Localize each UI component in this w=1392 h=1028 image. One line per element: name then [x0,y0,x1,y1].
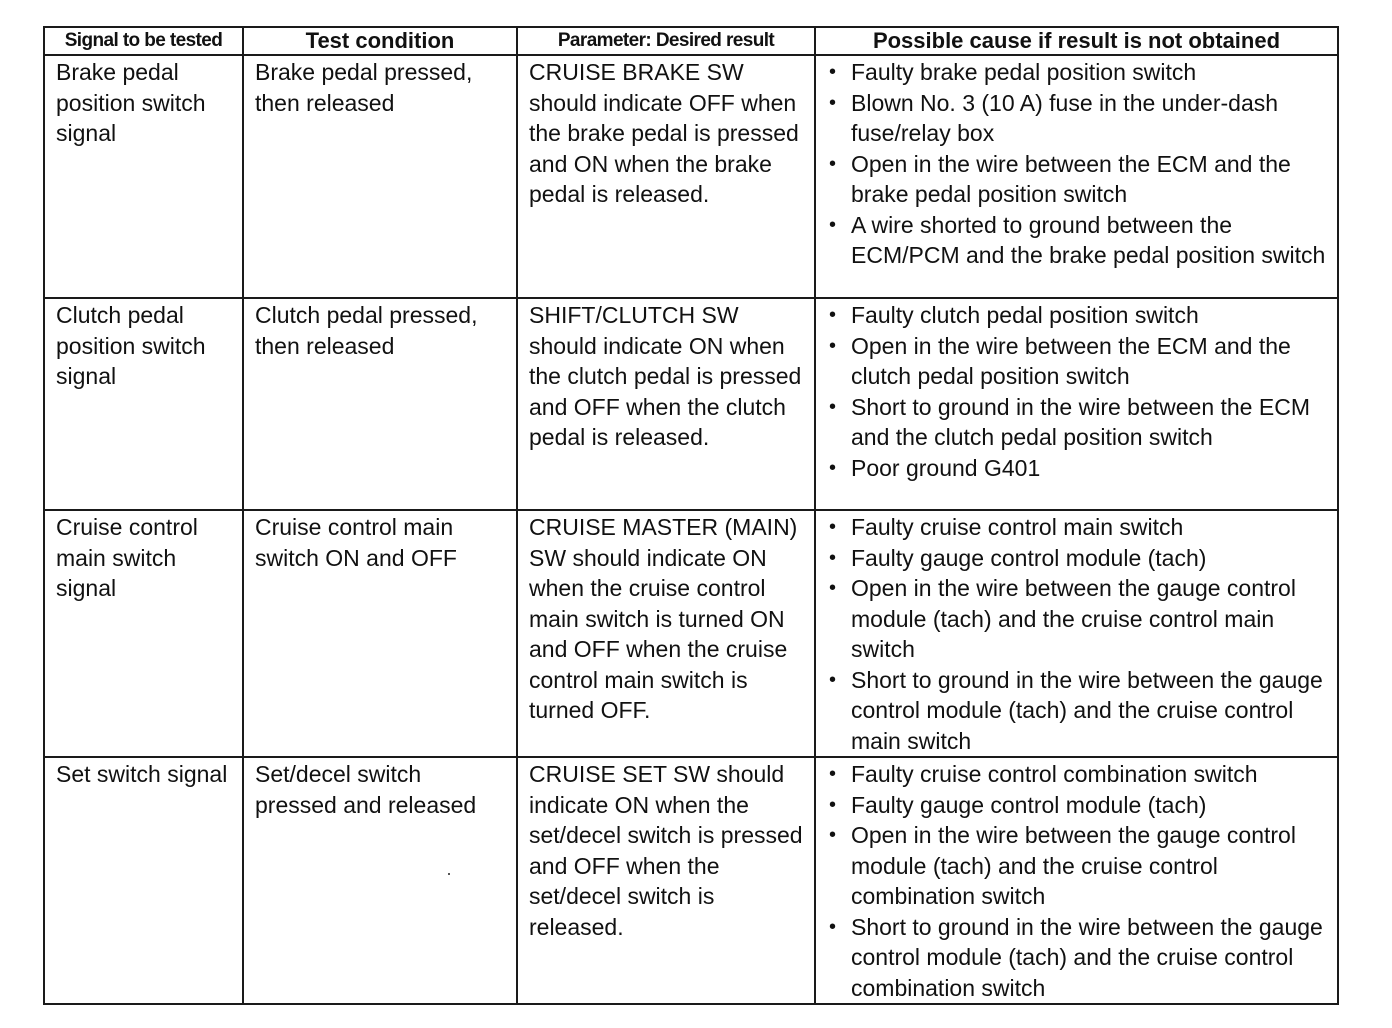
result-cell: CRUISE MASTER (MAIN) SW should indicate ON when the cruise control main switch is turned ON and OFF when the cruise control main switch is turned OFF. [517,510,815,757]
cause-list [827,759,1329,1003]
cause-item: • Open in the wire between the ECM and the clutch pedal position switch [851,331,1329,392]
cause-item: • Faulty gauge control module (tach) [851,790,1329,821]
condition-cell: Brake pedal pressed, then released [243,55,517,298]
causes-cell [815,298,1338,510]
signal-cell: Brake pedal position switch signal [44,55,243,298]
table-row [44,510,1338,757]
condition-cell: Cruise control main switch ON and OFF [243,510,517,757]
cause-item: • Open in the wire between the gauge control module (tach) and the cruise control main switch [851,573,1329,665]
signal-cell: Clutch pedal position switch signal [44,298,243,510]
troubleshooting-table [43,26,1339,1005]
cause-item: • Short to ground in the wire between the gauge control module (tach) and the cruise control combination switch [851,912,1329,1004]
cause-item: • Open in the wire between the ECM and the brake pedal position switch [851,149,1329,210]
cause-item: • Faulty clutch pedal position switch [851,300,1329,331]
condition-cell: Clutch pedal pressed, then released [243,298,517,510]
cause-item: • Faulty gauge control module (tach) [851,543,1329,574]
troubleshooting-table-container [43,26,1337,999]
cause-item: • Faulty cruise control main switch [851,512,1329,543]
header-possible-cause: Possible cause if result is not obtained [815,27,1338,55]
cause-item: • A wire shorted to ground between the ECM/PCM and the brake pedal position switch [851,210,1329,271]
cause-list [827,57,1329,271]
signal-cell: Set switch signal [44,757,243,1004]
cause-item: • Open in the wire between the gauge control module (tach) and the cruise control combination switch [851,820,1329,912]
table-row [44,757,1338,1004]
result-cell: CRUISE BRAKE SW should indicate OFF when the brake pedal is pressed and ON when the brake pedal is released. [517,55,815,298]
causes-cell [815,757,1338,1004]
condition-cell: Set/decel switch pressed and released [243,757,517,1004]
scan-speck [448,873,450,875]
causes-cell [815,510,1338,757]
cause-item: • Poor ground G401 [851,453,1329,484]
cause-item: • Short to ground in the wire between the ECM and the clutch pedal position switch [851,392,1329,453]
table-row [44,55,1338,298]
causes-cell [815,55,1338,298]
signal-cell: Cruise control main switch signal [44,510,243,757]
cause-item: • Faulty brake pedal position switch [851,57,1329,88]
cause-list [827,300,1329,483]
cause-list [827,512,1329,756]
header-signal: Signal to be tested [44,27,243,55]
header-parameter: Parameter: Desired result [517,27,815,55]
table-row [44,298,1338,510]
table-header-row [44,27,1338,55]
cause-item: • Blown No. 3 (10 A) fuse in the under-dash fuse/relay box [851,88,1329,149]
cause-item: • Faulty cruise control combination switch [851,759,1329,790]
header-test-condition: Test condition [243,27,517,55]
result-cell: CRUISE SET SW should indicate ON when the set/decel switch is pressed and OFF when the set/decel switch is released. [517,757,815,1004]
cause-item: • Short to ground in the wire between the gauge control module (tach) and the cruise control main switch [851,665,1329,757]
result-cell: SHIFT/CLUTCH SW should indicate ON when the clutch pedal is pressed and OFF when the clutch pedal is released. [517,298,815,510]
